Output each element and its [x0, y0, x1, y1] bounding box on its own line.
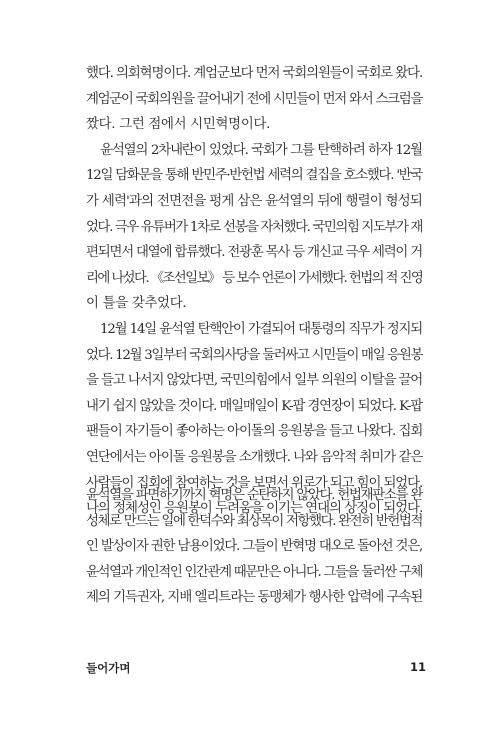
text-line: 연단에서는 아이돌 응원봉을 소개했다. 나와 음악적 취미가 같은 [86, 449, 423, 465]
text-line: 12월 14일 윤석열 탄핵안이 가결되어 대통령의 직무가 정지되 [100, 321, 422, 337]
text-line: 리에 나섰다. 《조선일보》 등 보수 언론이 가세했다. 헌법의 적 진영 [86, 270, 423, 286]
body-text-upper [86, 61, 422, 522]
text-line: 성체로 만드는 일에 한덕수와 최상목이 저항했다. 완전히 반헌법적 [86, 513, 422, 529]
text-line: 제의 기득권자, 지배 엘리트라는 동맹체가 행사한 압력에 구속된 [86, 590, 423, 606]
text-line: 12일 담화문을 통해 반민주·반헌법 세력의 결집을 호소했다. '반국 [86, 168, 422, 184]
text-line: 나의 정체성인 응원봉이 두려움을 이기는 연대의 상징이 되었다. [86, 501, 423, 517]
text-line: 인 발상이자 권한 남용이었다. 그들이 반혁명 대오로 돌아선 것은, [86, 539, 422, 555]
text-line: 짰다. 그런 점에서 시민혁명이다. [86, 117, 271, 133]
text-line: 윤석열을 파면하기까지 혁명은 순탄하지 않았다. 헌법재판소를 완 [86, 488, 422, 503]
text-line: 윤석열과 개인적인 인간관계 때문만은 아니다. 그들을 둘러싼 구체 [86, 564, 422, 580]
text-line: 윤석열의 2차내란이 있었다. 국회가 그를 탄핵하려 하자 12월 [100, 142, 422, 158]
text-line: 팬들이 자기들이 좋아하는 아이돌의 응원봉을 들고 나왔다. 집회 [86, 424, 423, 440]
running-footer-section-title: 들어가며 [86, 661, 131, 675]
text-line: 계엄군이 국회의원을 끌어내기 전에 시민들이 먼저 와서 스크럼을 [86, 91, 422, 107]
text-line: 내기 쉽지 않았을 것이다. 매일매일이 K-팝 경연장이 되었다. K-팝 [86, 398, 422, 414]
text-line: 사람들이 집회에 참여하는 것을 보면서 위로가 되고 힘이 되었다. [86, 475, 423, 491]
text-line: 가 세력'과의 전면전을 펑게 삼은 윤석열의 뒤에 행렬이 형성되 [86, 193, 422, 209]
text-line: 이 틀을 갖추었다. [86, 296, 187, 312]
text-line: 었다. 극우 유튜버가 1차로 선봉을 자처했다. 국민의힘 지도부가 재 [86, 219, 422, 235]
body-text-lower [86, 483, 422, 611]
text-line: 었다. 12월 3일부터 국회의사당을 둘러싸고 시민들이 매일 응원봉 [86, 347, 423, 363]
text-line: 했다. 의회혁명이다. 계엄군보다 먼저 국회의원들이 국회로 왔다. [86, 66, 423, 81]
text-line: 편되면서 대열에 합류했다. 전광훈 목사 등 개신교 극우 세력이 거 [86, 245, 422, 261]
text-line: 을 들고 나서지 않았다면, 국민의힘에서 일부 의원의 이탈을 끌어 [86, 373, 423, 389]
page-number: 11 [409, 660, 426, 674]
